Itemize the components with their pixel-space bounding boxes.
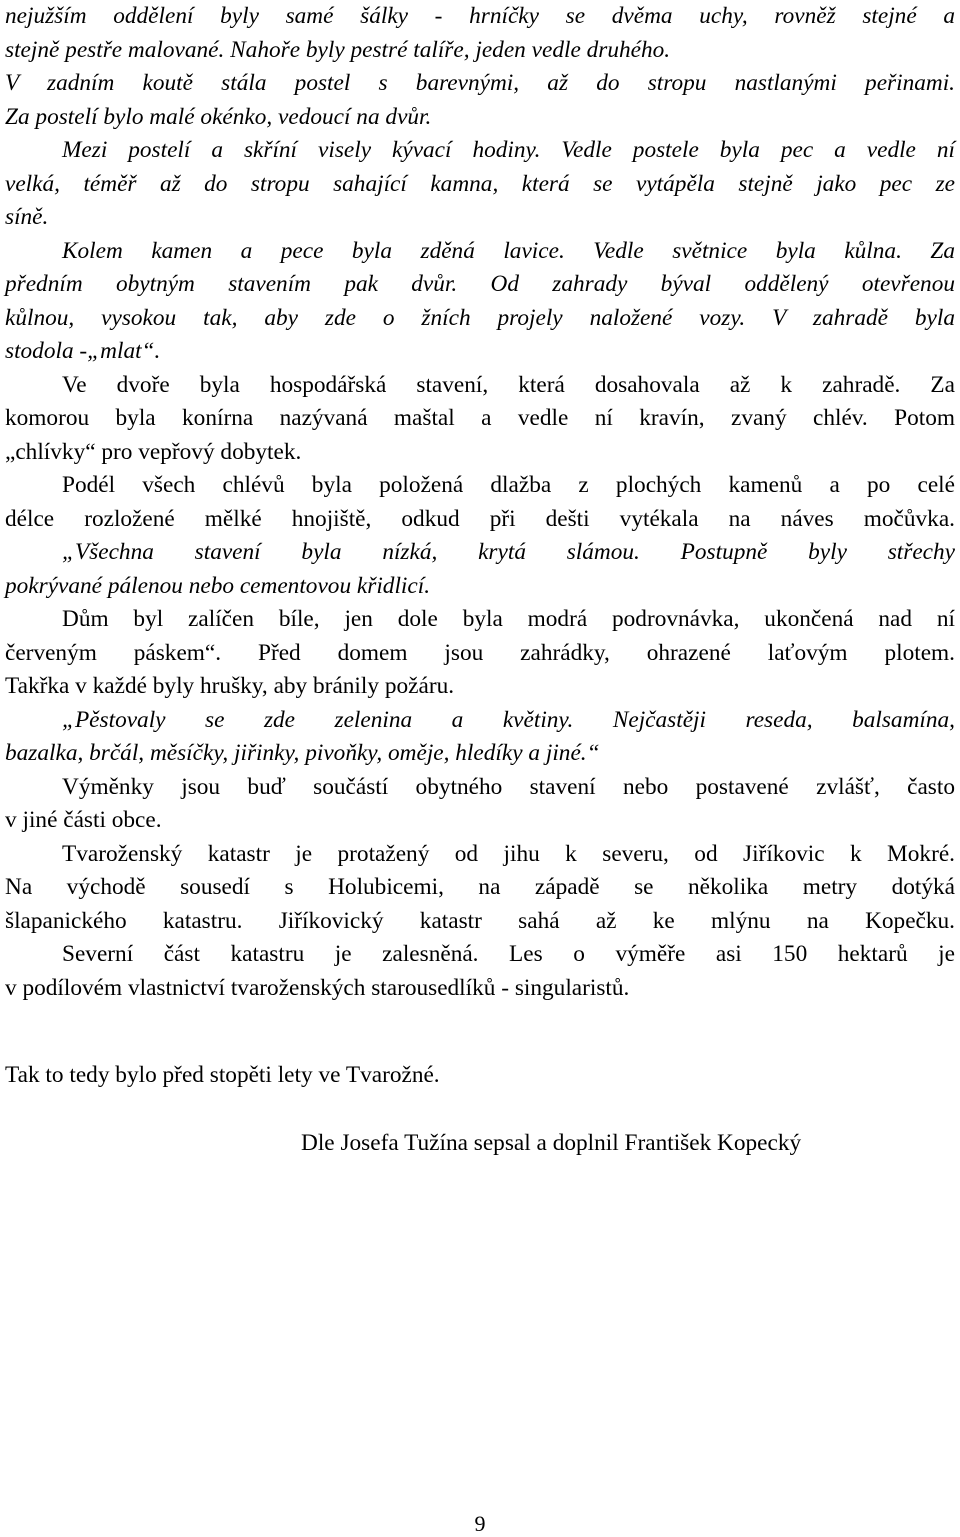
text-line: v podílovém vlastnictví tvaroženských starousedlíků - singularistů.	[5, 974, 630, 1001]
text-line: kůlnou, vysokou tak, aby zde o žních projely naložené vozy. V zahradě byla	[5, 304, 955, 331]
text-line: Dům byl zalíčen bíle, jen dole byla modrá podrovnávka, ukončená nad ní	[62, 606, 955, 632]
text-line: komorou byla konírna nazývaná maštal a vedle ní kravín, zvaný chlév. Potom	[5, 405, 955, 431]
spacer	[5, 1005, 955, 1059]
text-line: Mezi postelí a skříní visely kývací hodiny. Vedle postele byla pec a vedle ní	[62, 137, 955, 163]
text-line: Takřka v každé byly hrušky, aby bránily požáru.	[5, 673, 455, 699]
text-line: Na východě sousedí s Holubicemi, na západě se několika metry dotýká	[5, 874, 955, 900]
text-line: bazalka, brčál, měsíčky, jiřinky, pivoňky, oměje, hledíky a jiné.“	[5, 740, 600, 766]
spacer	[5, 1093, 955, 1127]
text-line: nejužším oddělení byly samé šálky - hrníčky se dvěma uchy, rovněž stejné a	[5, 3, 955, 29]
text-line: v jiné části obce.	[5, 807, 162, 833]
text-line: síně.	[5, 204, 49, 230]
text-line: Severní část katastru je zalesněná. Les o výměře asi 150 hektarů je	[62, 941, 955, 967]
text-line: délce rozložené mělké hnojiště, odkud při dešti vytékala na náves močůvka.	[5, 505, 955, 532]
text-line: předním obytným stavením pak dvůr. Od zahrady býval oddělený otevřenou	[5, 271, 955, 297]
page-number: 9	[474, 1511, 486, 1536]
text-line: Výměnky jsou buď součástí obytného stavení nebo postavené zvlášť, často	[62, 773, 955, 800]
text-line: Kolem kamen a pece byla zděná lavice. Vedle světnice byla kůlna. Za	[62, 237, 955, 264]
text-line: „Pěstovaly se zde zelenina a květiny. Nejčastěji reseda, balsamína,	[62, 706, 955, 733]
document-page	[5, 0, 955, 1160]
text-line: červeným páskem“. Před domem jsou zahrádky, ohrazené laťovým plotem.	[5, 639, 955, 666]
text-line: Podél všech chlévů byla položená dlažba z plochých kamenů a po celé	[62, 472, 955, 498]
text-line: Tvaroženský katastr je protažený od jihu k severu, od Jiříkovic k Mokré.	[62, 840, 955, 867]
text-line: velká, téměř až do stropu sahající kamna, která se vytápěla stejně jako pec ze	[5, 170, 955, 197]
signature-line: Dle Josefa Tužína sepsal a doplnil František Kopecký	[301, 1129, 802, 1156]
text-line: šlapanického katastru. Jiříkovický katastr sahá až ke mlýnu na Kopečku.	[5, 907, 955, 934]
text-line: stejně pestře malované. Nahoře byly pestré talíře, jeden vedle druhého.	[5, 36, 671, 63]
closing-line: Tak to tedy bylo před stopěti lety ve Tvarožné.	[5, 1062, 440, 1088]
text-line: „Všechna stavení byla nízká, krytá slámou. Postupně byly střechy	[62, 539, 955, 565]
text-line: stodola -„mlat“.	[5, 338, 161, 364]
text-line: pokrývané pálenou nebo cementovou křidlicí.	[5, 572, 431, 599]
text-line: V zadním koutě stála postel s barevnými, až do stropu nastlanými peřinami.	[5, 70, 955, 96]
text-line: „chlívky“ pro vepřový dobytek.	[5, 438, 302, 465]
text-line: Za postelí bylo malé okénko, vedoucí na dvůr.	[5, 103, 432, 130]
text-line: Ve dvoře byla hospodářská stavení, která dosahovala až k zahradě. Za	[62, 371, 955, 398]
